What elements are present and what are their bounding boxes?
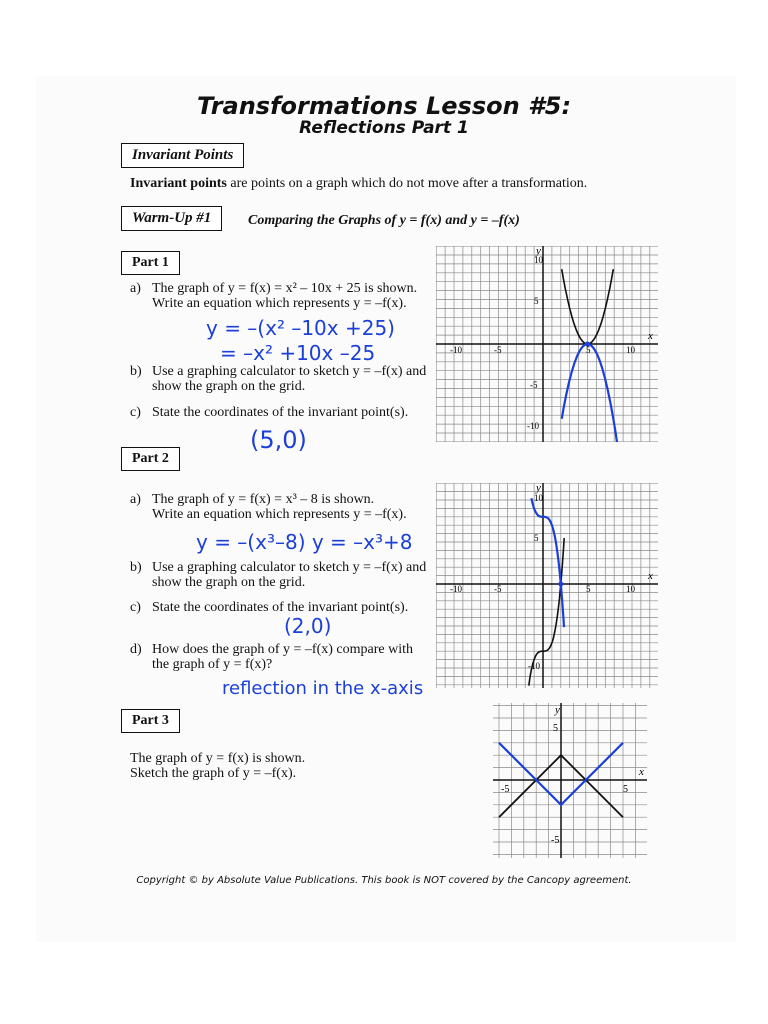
part2-a-marker: a) — [130, 492, 141, 507]
part2-c-answer: (2,0) — [284, 614, 332, 638]
part1-a-marker: a) — [130, 281, 141, 296]
part1-a-answer2: = –x² +10x –25 — [220, 341, 376, 365]
part2-y-label: y — [536, 483, 541, 494]
part2-ytick-neg10: -10 — [528, 661, 540, 671]
part2-b-line1: Use a graphing calculator to sketch y = –f(x) and — [152, 560, 427, 575]
part2-ytick-10: 10 — [534, 493, 543, 503]
part2-label: Part 2 — [121, 447, 180, 471]
part1-b-line1: Use a graphing calculator to sketch y = –f(x) and — [152, 364, 427, 379]
part2-tick-neg5: -5 — [494, 584, 502, 594]
part2-d-marker: d) — [130, 642, 142, 657]
part2-x-label: x — [648, 570, 653, 582]
part3-label: Part 3 — [121, 709, 180, 733]
page-subtitle: Reflections Part 1 — [299, 118, 469, 138]
part2-ytick-5: 5 — [534, 533, 539, 543]
part2-graph — [436, 483, 658, 688]
part1-graph — [436, 246, 658, 442]
part2-tick-5: 5 — [586, 584, 591, 594]
warmup-heading: Comparing the Graphs of y = f(x) and y = –f(x) — [248, 213, 520, 228]
part1-x-label: x — [648, 330, 653, 342]
part1-ytick-10: 10 — [534, 255, 543, 265]
part3-y-label: y — [555, 704, 560, 716]
invariant-definition — [130, 176, 587, 191]
part3-line1: The graph of y = f(x) is shown. — [130, 751, 306, 766]
part2-d-line1: How does the graph of y = –f(x) compare with — [152, 642, 413, 657]
part1-c-marker: c) — [130, 405, 141, 420]
part2-d-answer: reflection in the x-axis — [222, 678, 424, 699]
part2-b-marker: b) — [130, 560, 142, 575]
copyright-notice: Copyright © by Absolute Value Publications. This book is NOT covered by the Cancopy agreement. — [136, 875, 632, 886]
part1-tick-10: 10 — [626, 345, 635, 355]
part3-tick-5: 5 — [623, 784, 628, 795]
part2-tick-10: 10 — [626, 584, 635, 594]
part2-c-marker: c) — [130, 600, 141, 615]
part1-y-label: y — [536, 246, 541, 257]
part1-tick-neg10: -10 — [450, 345, 462, 355]
invariant-points-box: Invariant Points — [121, 143, 244, 168]
part1-tick-neg5: -5 — [494, 345, 502, 355]
part3-tick-neg5: -5 — [501, 784, 510, 795]
part1-b-line2: show the graph on the grid. — [152, 379, 306, 394]
part3-graph — [493, 703, 647, 858]
part1-c-answer: (5,0) — [250, 426, 307, 454]
part2-a-line1: The graph of y = f(x) = x³ – 8 is shown. — [152, 492, 375, 507]
part1-ytick-neg5: -5 — [530, 380, 538, 390]
part1-tick-5: 5 — [586, 345, 591, 355]
part1-a-answer1: y = –(x² –10x +25) — [206, 316, 395, 340]
part2-c-line1: State the coordinates of the invariant point(s). — [152, 600, 409, 615]
part2-invariant-point — [558, 582, 563, 587]
part1-ytick-5: 5 — [534, 296, 539, 306]
part2-b-line2: show the graph on the grid. — [152, 575, 306, 590]
part1-a-line1: The graph of y = f(x) = x² – 10x + 25 is shown. — [152, 281, 418, 296]
part2-d-line2: the graph of y = f(x)? — [152, 657, 273, 672]
part3-x-label: x — [639, 766, 644, 778]
part1-c-line1: State the coordinates of the invariant point(s). — [152, 405, 409, 420]
warmup-box: Warm-Up #1 — [121, 206, 222, 231]
part1-curve-neg-f — [562, 344, 620, 442]
part2-a-answer: y = –(x³–8) y = –x³+8 — [196, 530, 413, 554]
part2-tick-neg10: -10 — [450, 584, 462, 594]
page-title: Transformations Lesson #5: — [196, 92, 572, 120]
part2-graph-grid — [436, 483, 658, 688]
part3-ytick-neg5: -5 — [551, 835, 560, 846]
invariant-term: Invariant points — [130, 176, 227, 191]
part3-line2: Sketch the graph of y = –f(x). — [130, 766, 297, 781]
part1-a-line2: Write an equation which represents y = –f(x). — [152, 296, 407, 311]
part1-b-marker: b) — [130, 364, 142, 379]
part3-ytick-5: 5 — [553, 723, 558, 734]
part1-label: Part 1 — [121, 251, 180, 275]
part1-ytick-neg10: -10 — [527, 421, 539, 431]
invariant-definition-text: are points on a graph which do not move after a transformation. — [226, 176, 588, 191]
part2-a-line2: Write an equation which represents y = –f(x). — [152, 507, 407, 522]
